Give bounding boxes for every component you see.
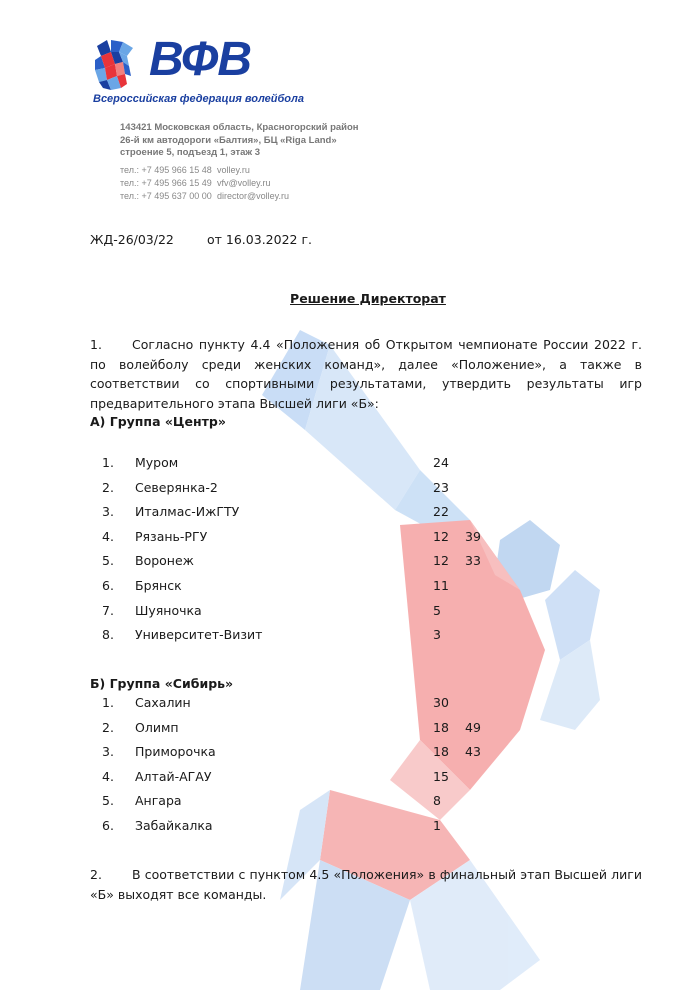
rank: 1. [102,455,114,470]
team-name: Рязань-РГУ [135,528,208,544]
contact-row [120,190,289,203]
paragraph-2 [90,865,642,904]
email-link[interactable]: director@volley.ru [217,191,289,201]
team-name: Приморочка [135,744,216,760]
team-points: 18 [433,744,449,760]
rank: 2. [102,719,114,735]
team-points: 3 [433,627,441,643]
rank: 1. [102,695,114,710]
document-date: от 16.03.2022 г. [207,232,312,247]
rank: 4. [102,768,114,784]
website-link[interactable]: volley.ru [217,165,250,175]
standings-row [90,720,510,745]
standings-row [90,818,510,843]
team-extra: 43 [465,744,481,760]
team-points: 23 [433,479,449,495]
group-b-standings [90,695,510,843]
team-name: Северянка-2 [135,479,218,495]
standings-row [90,578,510,603]
group-a-standings [90,455,510,652]
team-name: Брянск [135,577,182,593]
team-name: Ангара [135,793,182,809]
team-points: 1 [433,817,441,833]
team-name: Шуяночка [135,602,202,618]
rank: 7. [102,602,114,618]
team-name: Университет-Визит [135,627,263,643]
standings-row [90,793,510,818]
rank: 6. [102,577,114,593]
email-link[interactable]: vfv@volley.ru [217,178,271,188]
rank: 4. [102,528,114,544]
document-title: Решение Директорат [290,291,446,306]
contacts-block [120,164,289,203]
team-name: Сахалин [135,695,191,710]
rank: 3. [102,744,114,760]
standings-row [90,769,510,794]
team-points: 5 [433,602,441,618]
team-points: 30 [433,695,449,710]
phone-number: тел.: +7 495 966 15 49 [120,178,212,188]
team-name: Олимп [135,719,179,735]
team-name: Муром [135,455,179,470]
paragraph-number: 2. [90,867,102,882]
standings-row [90,603,510,628]
standings-row [90,695,510,720]
team-points: 22 [433,504,449,520]
phone-number: тел.: +7 495 966 15 48 [120,165,212,175]
standings-row [90,553,510,578]
address-line: строение 5, подъезд 1, этаж 3 [120,147,261,158]
address-line: 26-й км автодороги «Балтия», БЦ «Riga Land» [120,134,337,146]
address-block [120,122,359,160]
standings-row [90,480,510,505]
vfv-logo [93,33,304,108]
document-reference [90,232,312,247]
logo-text: ВФВ [149,33,251,86]
team-name: Воронеж [135,553,194,569]
team-extra: 39 [465,528,481,544]
team-points: 12 [433,553,449,569]
rank: 2. [102,479,114,495]
team-name: Алтай-АГАУ [135,768,212,784]
standings-row [90,529,510,554]
phone-number: тел.: +7 495 637 00 00 [120,191,212,201]
rank: 5. [102,793,114,809]
contact-row [120,177,289,190]
team-name: Италмас-ИжГТУ [135,504,240,520]
paragraph-text: В соответствии с пунктом 4.5 «Положения» в финальный этап Высшей лиги «Б» выходят все команды. [90,867,642,902]
standings-row [90,455,510,480]
paragraph-number: 1. [90,337,102,352]
paragraph-text: Согласно пункту 4.4 «Положения об Открытом чемпионате России 2022 г. по волейболу среди женских команд», далее «Положение», а также в соответствии со спортивными результатами, утвердить результаты игр предварительного этапа Высшей лиги «Б»: [90,337,642,411]
standings-row [90,504,510,529]
team-points: 18 [433,719,449,735]
address-line: 143421 Московская область, Красногорский район [120,122,359,133]
team-extra: 33 [465,553,481,569]
team-points: 8 [433,793,441,809]
logo-subtitle: Всероссийская федерация волейбола [93,93,304,105]
rank: 8. [102,627,114,643]
group-b-title: Б) Группа «Сибирь» [90,676,234,691]
paragraph-1 [90,335,642,413]
team-points: 24 [433,455,449,470]
group-a-title: А) Группа «Центр» [90,414,226,429]
contact-row [120,164,289,177]
standings-row [90,744,510,769]
rank: 5. [102,553,114,569]
volleyball-logo-icon [93,38,147,92]
standings-row [90,627,510,652]
team-points: 12 [433,528,449,544]
team-name: Забайкалка [135,817,213,833]
document-number: ЖД-26/03/22 [90,232,174,247]
team-extra: 49 [465,719,481,735]
team-points: 15 [433,768,449,784]
team-points: 11 [433,577,449,593]
rank: 3. [102,504,114,520]
rank: 6. [102,817,114,833]
